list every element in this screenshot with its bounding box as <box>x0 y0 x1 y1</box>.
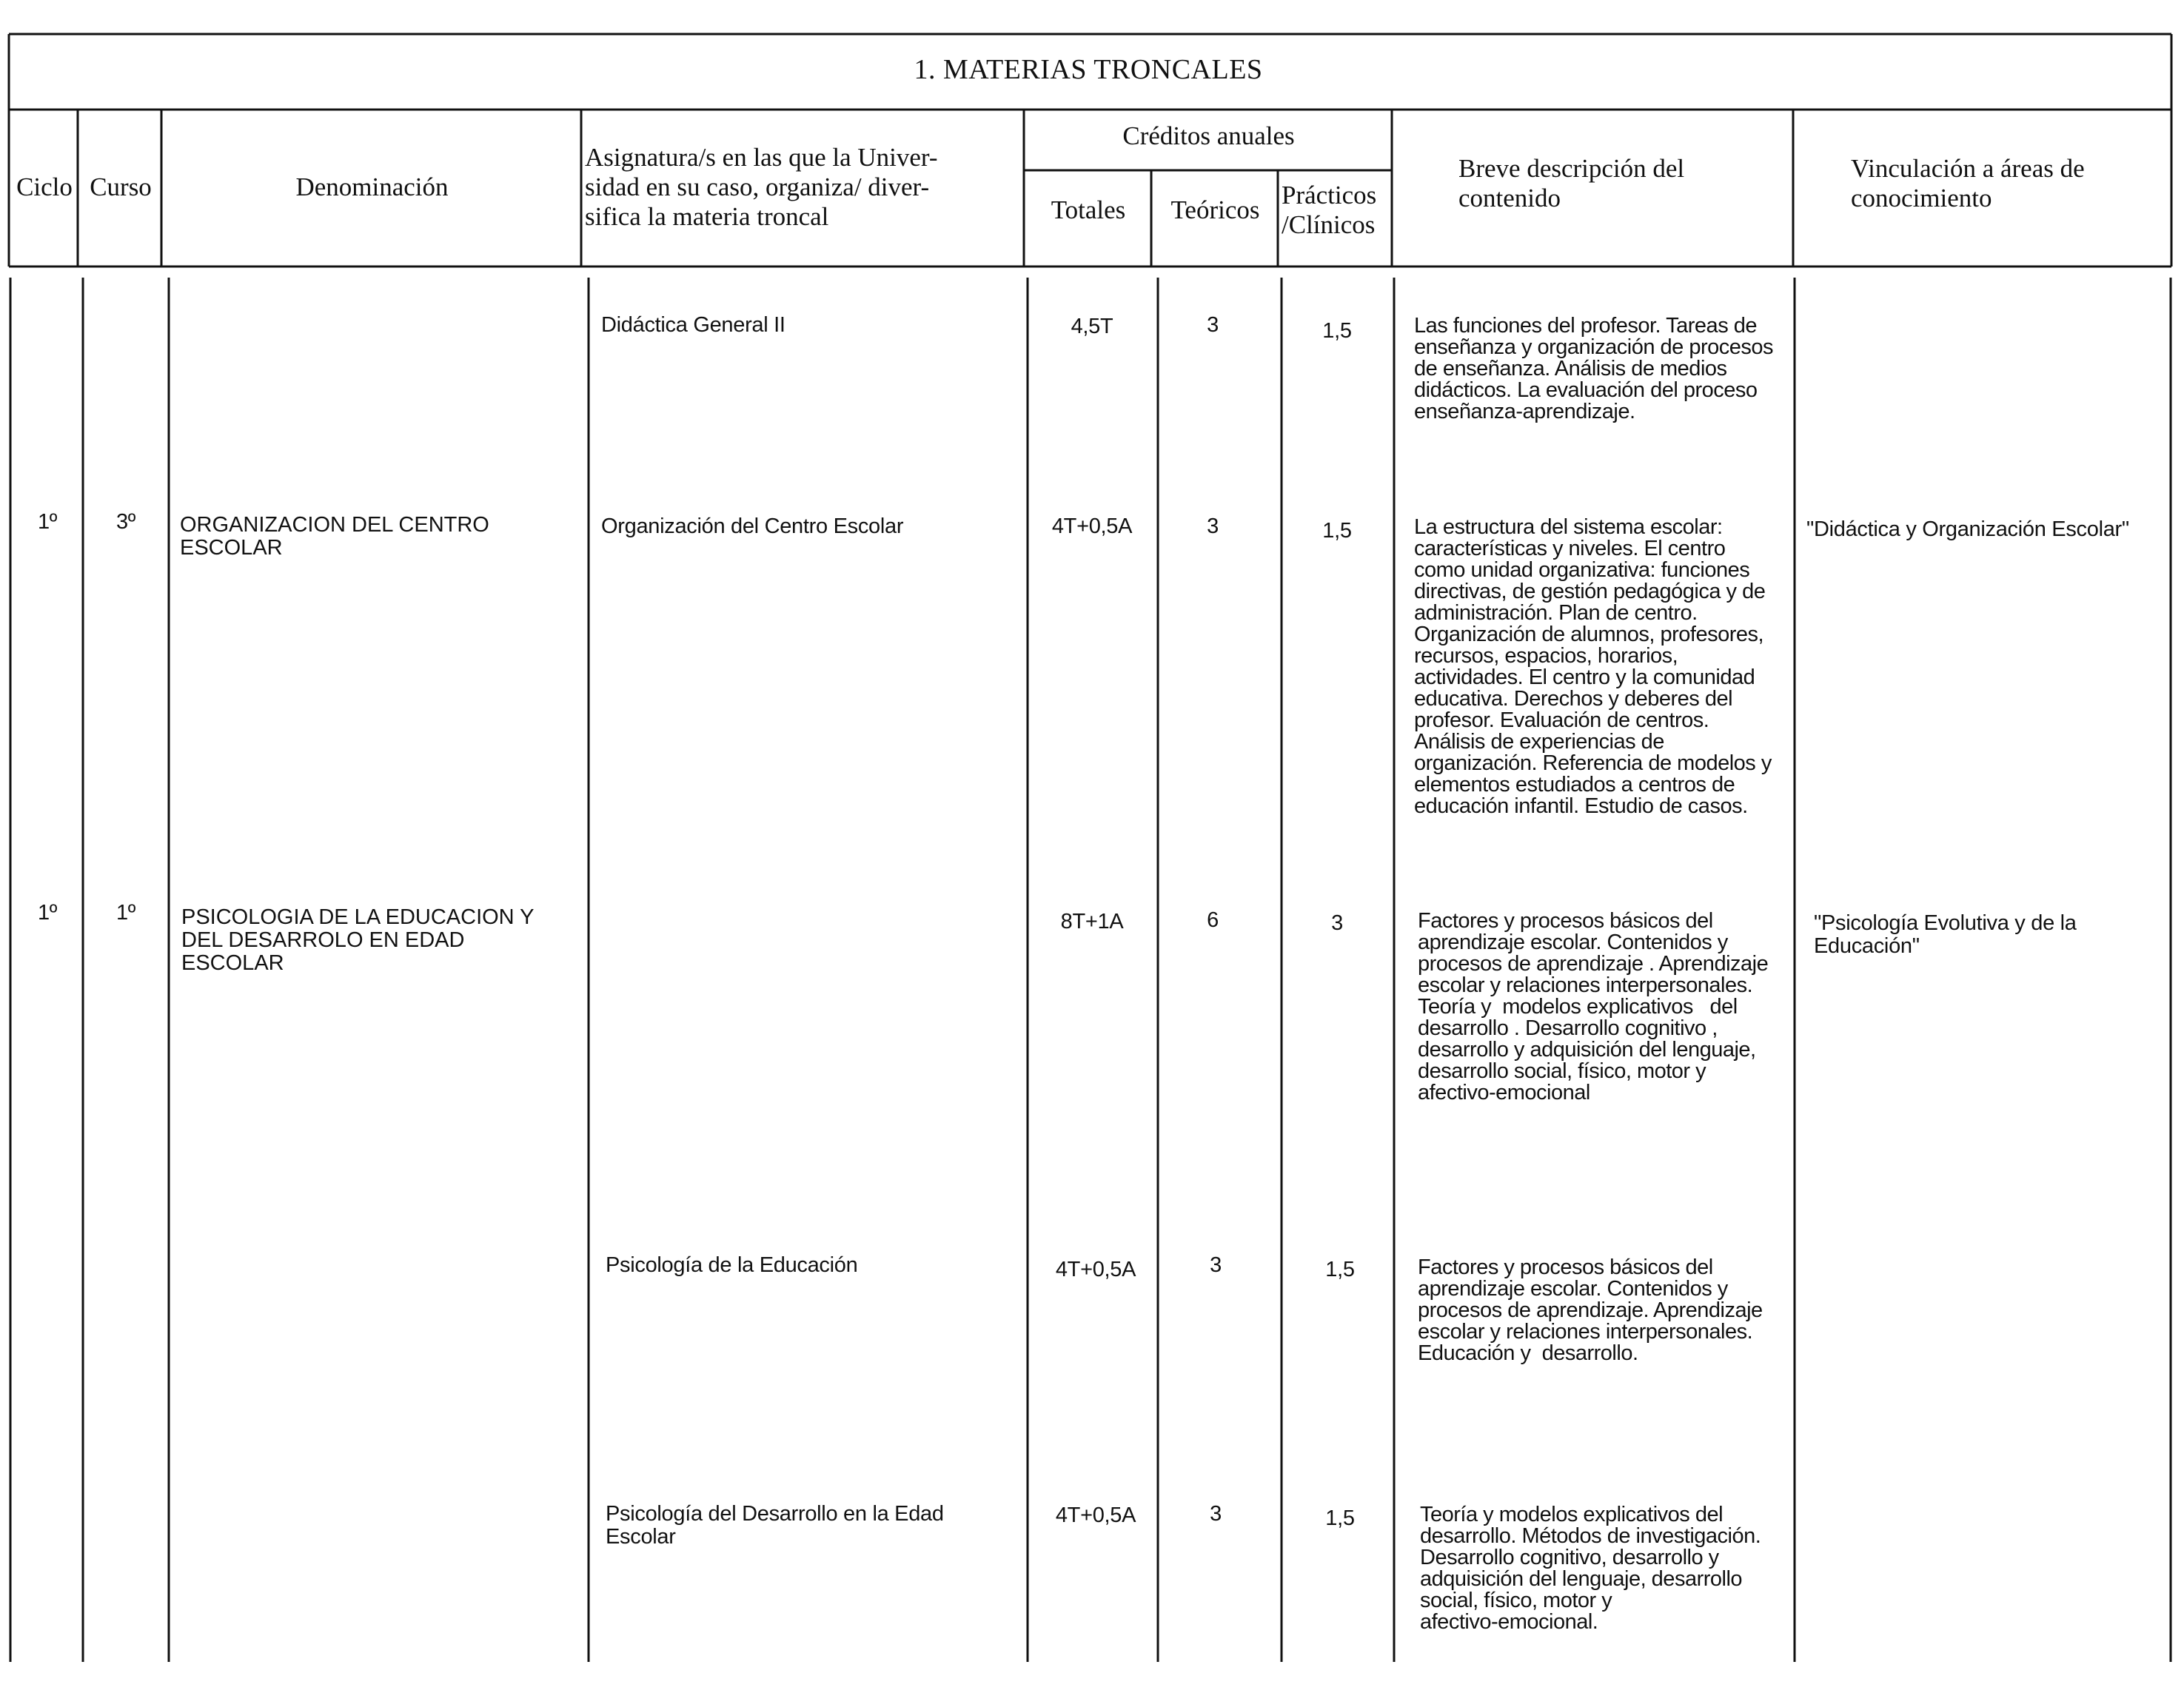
row-2-asignatura: Organización del Centro Escolar <box>601 514 904 538</box>
header-practicos: Prácticos /Clínicos <box>1282 181 1377 239</box>
row-3-practicos: 3 <box>1331 911 1343 935</box>
row-2-vinculacion: "Didáctica y Organización Escolar" <box>1806 517 2129 541</box>
header-totales: Totales <box>1051 195 1126 224</box>
section-title: 1. MATERIAS TRONCALES <box>914 54 1263 85</box>
row-2-ciclo: 1º <box>37 510 58 534</box>
row-2-teoricos: 3 <box>1207 514 1219 538</box>
header-curso: Curso <box>90 172 152 201</box>
row-3-totales: 8T+1A <box>1060 910 1124 933</box>
row-4-teoricos: 3 <box>1210 1253 1222 1277</box>
row-4-descripcion: Factores y procesos básicos del aprendizaje escolar. Contenidos y procesos de aprendizaje. Aprendizaje escolar y relaciones interpersonales. Educación y desarrollo. <box>1418 1255 1763 1365</box>
row-5-practicos: 1,5 <box>1325 1506 1355 1530</box>
header-asignaturas: Asignatura/s en las que la Univer- sidad en su caso, organiza/ diver- sifica la materia troncal <box>585 143 938 231</box>
row-3-ciclo: 1º <box>37 901 58 925</box>
row-3-vinculacion: "Psicología Evolutiva y de la Educación" <box>1814 911 2077 958</box>
header-vinculacion: Vinculación a áreas de conocimiento <box>1851 154 2085 212</box>
row-5-teoricos: 3 <box>1210 1502 1222 1526</box>
header-denominacion: Denominación <box>295 172 449 201</box>
header-descripcion: Breve descripción del contenido <box>1458 154 1685 212</box>
row-5-totales: 4T+0,5A <box>1055 1503 1136 1527</box>
header-creditos-anuales: Créditos anuales <box>1122 121 1295 150</box>
row-3-denominacion: PSICOLOGIA DE LA EDUCACION Y DEL DESARROLO EN EDAD ESCOLAR <box>181 905 535 975</box>
row-4-totales: 4T+0,5A <box>1055 1258 1136 1281</box>
row-2-denominacion: ORGANIZACION DEL CENTRO ESCOLAR <box>180 513 489 560</box>
row-1-teoricos: 3 <box>1207 313 1219 337</box>
row-2-totales: 4T+0,5A <box>1051 514 1133 538</box>
row-1-asignatura: Didáctica General II <box>601 313 785 337</box>
header-teoricos: Teóricos <box>1170 195 1260 224</box>
row-2-descripcion: La estructura del sistema escolar: características y niveles. El centro como unidad organizativa: funciones directivas, de gestión pedagógica y de administración. Plan de centro. Organización de alumnos, profesores, recursos, espacios, horarios, actividades. El centro y la comunidad educativa. Derechos y deberes del profesor. Evaluación de centros. Análisis de experiencias de organización. Referencia de modelos y elementos estudiados a centros de educación infantil. Estudio de casos. <box>1414 515 1772 818</box>
row-5-descripcion: Teoría y modelos explicativos del desarrollo. Métodos de investigación. Desarrollo cognitivo, desarrollo y adquisición del lenguaje, desarrollo social, físico, motor y afectivo-emocional. <box>1420 1503 1761 1634</box>
header-ciclo: Ciclo <box>16 172 73 201</box>
row-5-asignatura: Psicología del Desarrollo en la Edad Escolar <box>606 1502 944 1549</box>
row-1-practicos: 1,5 <box>1322 319 1352 343</box>
row-3-teoricos: 6 <box>1207 908 1219 932</box>
row-1-totales: 4,5T <box>1071 315 1113 338</box>
row-4-asignatura: Psicología de la Educación <box>606 1253 858 1277</box>
row-2-practicos: 1,5 <box>1322 519 1352 543</box>
row-2-curso: 3º <box>115 510 136 534</box>
row-3-descripcion: Factores y procesos básicos del aprendizaje escolar. Contenidos y procesos de aprendizaje . Aprendizaje escolar y relaciones interpersonales. Teoría y modelos explicativos del desarrollo . Desarrollo cognitivo , desarrollo y adquisición del lenguaje, desarrollo social, físico, motor y afectivo-emocional <box>1418 909 1769 1104</box>
row-1-descripcion: Las funciones del profesor. Tareas de enseñanza y organización de procesos de enseñanza. Análisis de medios didácticos. La evaluación del proceso enseñanza-aprendizaje. <box>1414 314 1773 423</box>
row-4-practicos: 1,5 <box>1325 1258 1355 1281</box>
row-3-curso: 1º <box>115 901 136 925</box>
